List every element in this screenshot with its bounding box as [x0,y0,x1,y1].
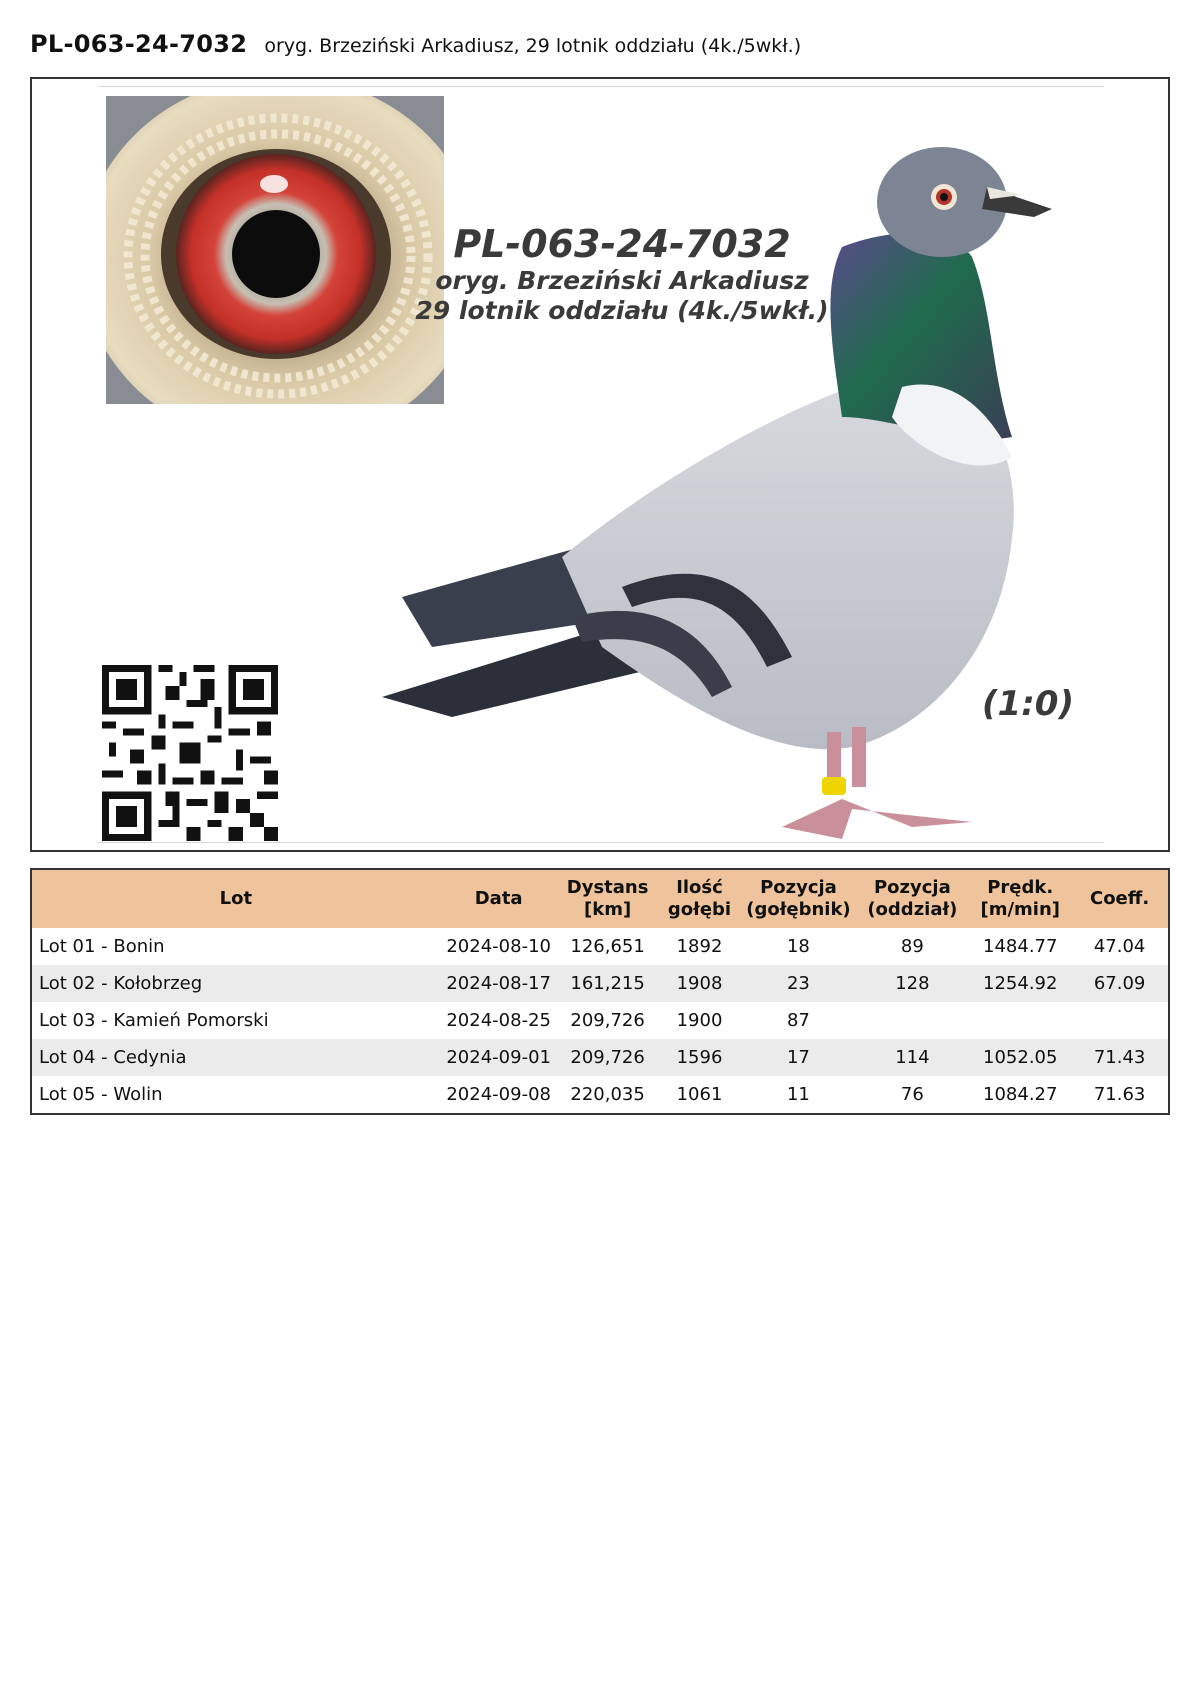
cell-lot: Lot 02 - Kołobrzeg [31,965,440,1002]
ring-number: PL-063-24-7032 [30,30,248,58]
cell-date: 2024-09-08 [446,1084,551,1105]
cell-speed: 1052.05 [969,1039,1071,1076]
cell-lot: Lot 04 - Cedynia [31,1039,440,1076]
table-row [31,1039,1169,1076]
cell-distance: 209,726 [558,1039,658,1076]
col-header-speed: Prędk. [m/min] [969,869,1071,928]
cell-count: 1596 [658,1039,742,1076]
cell-position-section: 114 [855,1039,969,1076]
cell-speed: 1254.92 [969,965,1071,1002]
cell-position-loft: 11 [786,1084,810,1105]
cell-speed [969,1002,1071,1039]
cell-distance: 209,726 [570,1010,645,1031]
cell-count: 1900 [676,1010,723,1031]
cell-lot: Lot 03 - Kamień Pomorski [39,1010,269,1031]
cell-position-section [855,1002,969,1039]
table-row [31,965,1169,1002]
photo-achievement: 29 lotnik oddziału (4k./5wkł.) [415,296,829,325]
cell-date: 2024-08-25 [446,1010,551,1031]
cell-date: 2024-08-10 [446,936,551,957]
table-header-row [31,869,1169,928]
col-header-count: Ilość gołębi [658,869,742,928]
cell-speed: 1084.27 [983,1084,1058,1105]
cell-lot: Lot 01 - Bonin [39,936,165,957]
cell-lot: Lot 05 - Wolin [39,1084,163,1105]
photo-owner: oryg. Brzeziński Arkadiusz [435,266,809,295]
cell-coeff: 71.63 [1093,1084,1146,1105]
cell-coeff: 71.43 [1071,1039,1169,1076]
cell-position-loft: 18 [786,936,810,957]
cell-position-loft: 87 [786,1010,810,1031]
col-header-date: Data [440,869,558,928]
col-header-position-section: Pozycja (oddział) [855,869,969,928]
ratio-label: (1:0) [982,684,1074,724]
col-header-lot: Lot [31,869,440,928]
cell-count: 1061 [676,1084,723,1105]
cell-position-loft: 23 [741,965,855,1002]
cell-date: 2024-09-01 [440,1039,558,1076]
pigeon-photo [372,87,1152,847]
cell-distance: 161,215 [558,965,658,1002]
pigeon-photo-card [30,77,1170,852]
cell-position-loft: 17 [741,1039,855,1076]
col-header-position-loft: Pozycja (gołębnik) [741,869,855,928]
cell-position-section: 128 [855,965,969,1002]
table-row [31,1002,1169,1039]
cell-count: 1908 [658,965,742,1002]
results-table [30,868,1170,1115]
col-header-coeff: Coeff. [1071,869,1169,928]
qr-code [102,665,278,841]
photo-caption [402,222,842,326]
photo-ring-number: PL-063-24-7032 [453,222,791,266]
cell-position-section: 89 [900,936,924,957]
cell-distance: 220,035 [570,1084,645,1105]
cell-coeff [1071,1002,1169,1039]
cell-date: 2024-08-17 [440,965,558,1002]
cell-distance: 126,651 [570,936,645,957]
cell-coeff: 67.09 [1071,965,1169,1002]
header-subtitle: oryg. Brzeziński Arkadiusz, 29 lotnik oddziału (4k./5wkł.) [264,35,802,57]
col-header-distance: Dystans [km] [558,869,658,928]
table-row [31,928,1169,965]
cell-count: 1892 [676,936,723,957]
cell-coeff: 47.04 [1093,936,1146,957]
cell-speed: 1484.77 [983,936,1058,957]
page-header [30,30,801,58]
table-row [31,1076,1169,1114]
cell-position-section: 76 [900,1084,924,1105]
